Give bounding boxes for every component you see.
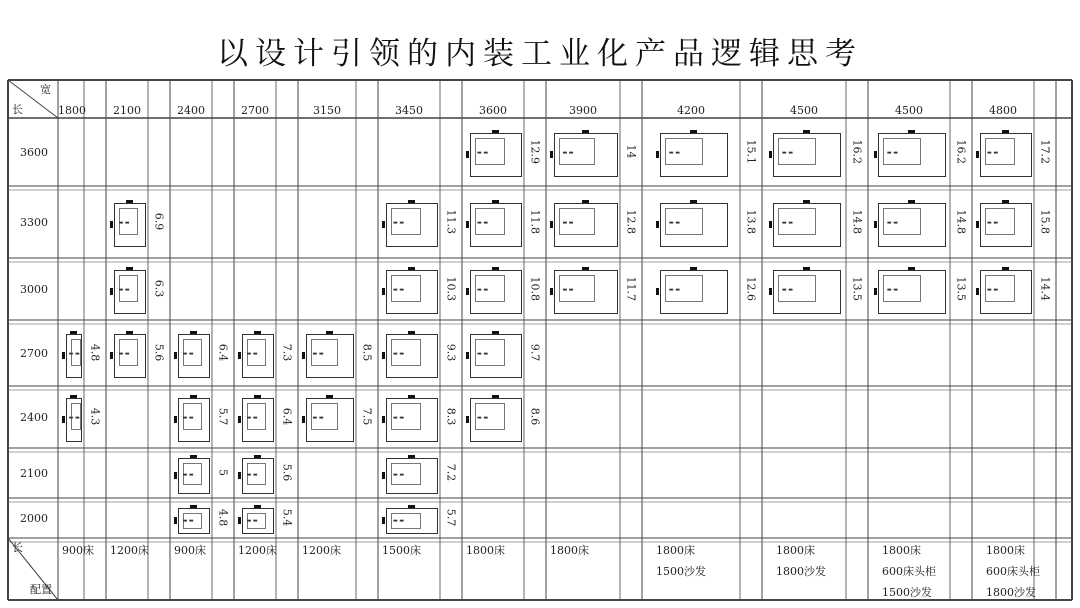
window-mark <box>550 288 553 295</box>
area-value: 5.6 <box>280 463 294 482</box>
door-mark <box>408 395 415 398</box>
window-mark <box>550 151 553 158</box>
config-line: 1800床 <box>550 544 589 557</box>
window-mark <box>238 517 241 524</box>
room-plan <box>242 398 274 442</box>
area-value: 6.4 <box>280 407 294 426</box>
window-mark <box>550 221 553 228</box>
room-plan <box>554 270 618 314</box>
room-tag: ▬ ▬ <box>781 286 793 293</box>
room-tag: ▬ ▬ <box>393 518 405 525</box>
config-line: 1800床 <box>656 544 695 557</box>
width-header: 3450 <box>395 104 423 117</box>
area-value: 9.3 <box>444 343 458 362</box>
room-plan <box>470 334 522 378</box>
door-mark <box>1002 130 1009 133</box>
length-header: 2000 <box>20 512 48 525</box>
door-mark <box>908 267 915 270</box>
window-mark <box>874 288 877 295</box>
room-tag: ▬ ▬ <box>987 219 999 226</box>
door-mark <box>803 200 810 203</box>
window-mark <box>238 416 241 423</box>
window-mark <box>382 517 385 524</box>
window-mark <box>174 416 177 423</box>
config-line: 600床头柜 <box>882 565 936 578</box>
area-value: 11.7 <box>624 276 638 301</box>
window-mark <box>110 352 113 359</box>
room-tag: ▬ ▬ <box>562 286 574 293</box>
width-header: 2100 <box>113 104 141 117</box>
room-tag: ▬ ▬ <box>246 350 258 357</box>
door-mark <box>126 200 133 203</box>
config-cell <box>656 540 706 582</box>
room-plan <box>470 133 522 177</box>
room-plan <box>878 203 946 247</box>
config-cell <box>238 540 277 561</box>
area-value: 13.8 <box>744 209 758 234</box>
area-value: 11.3 <box>444 209 458 234</box>
room-plan <box>386 334 438 378</box>
width-header: 2400 <box>177 104 205 117</box>
room-plan <box>386 458 438 494</box>
width-header: 2700 <box>241 104 269 117</box>
config-cell <box>174 540 206 561</box>
door-mark <box>408 455 415 458</box>
area-value: 7.5 <box>360 407 374 426</box>
window-mark <box>382 352 385 359</box>
room-tag: ▬ ▬ <box>477 286 489 293</box>
room-tag: ▬ ▬ <box>987 149 999 156</box>
window-mark <box>976 151 979 158</box>
door-mark <box>690 130 697 133</box>
room-tag: ▬ ▬ <box>312 414 324 421</box>
room-plan <box>554 133 618 177</box>
window-mark <box>656 221 659 228</box>
area-value: 14 <box>624 144 638 159</box>
config-cell <box>382 540 421 561</box>
room-plan <box>878 133 946 177</box>
door-mark <box>254 455 261 458</box>
room-plan <box>773 203 841 247</box>
door-mark <box>408 331 415 334</box>
window-mark <box>174 352 177 359</box>
length-header: 3300 <box>20 216 48 229</box>
room-tag: ▬ ▬ <box>68 414 80 421</box>
width-header: 4200 <box>677 104 705 117</box>
door-mark <box>582 130 589 133</box>
room-tag: ▬ ▬ <box>393 350 405 357</box>
door-mark <box>190 331 197 334</box>
area-value: 7.2 <box>444 463 458 482</box>
room-plan <box>470 398 522 442</box>
config-cell <box>550 540 589 561</box>
window-mark <box>466 151 469 158</box>
room-plan <box>306 334 354 378</box>
area-value: 7.3 <box>280 343 294 362</box>
room-tag: ▬ ▬ <box>182 471 194 478</box>
length-header: 2100 <box>20 467 48 480</box>
window-mark <box>466 221 469 228</box>
room-tag: ▬ ▬ <box>118 350 130 357</box>
length-header: 3000 <box>20 283 48 296</box>
area-value: 5.7 <box>216 407 230 426</box>
room-plan <box>178 508 210 534</box>
door-mark <box>190 455 197 458</box>
door-mark <box>1002 200 1009 203</box>
door-mark <box>70 331 77 334</box>
door-mark <box>492 200 499 203</box>
door-mark <box>70 395 77 398</box>
door-mark <box>326 331 333 334</box>
door-mark <box>803 267 810 270</box>
config-line: 1200床 <box>110 544 149 557</box>
config-cell <box>466 540 505 561</box>
room-tag: ▬ ▬ <box>246 471 258 478</box>
config-line: 1800床 <box>466 544 505 557</box>
room-tag: ▬ ▬ <box>987 286 999 293</box>
area-value: 12.9 <box>528 139 542 164</box>
door-mark <box>582 200 589 203</box>
window-mark <box>174 472 177 479</box>
config-line: 600床头柜 <box>986 565 1040 578</box>
room-tag: ▬ ▬ <box>781 219 793 226</box>
area-value: 15.8 <box>1038 209 1052 234</box>
area-value: 6.3 <box>152 279 166 298</box>
room-tag: ▬ ▬ <box>477 149 489 156</box>
config-line: 1800床 <box>882 544 921 557</box>
room-plan <box>386 203 438 247</box>
config-cell <box>776 540 826 582</box>
door-mark <box>582 267 589 270</box>
area-value: 6.9 <box>152 212 166 231</box>
area-value: 16.2 <box>850 139 864 164</box>
room-plan <box>386 270 438 314</box>
width-header: 3150 <box>313 104 341 117</box>
room-tag: ▬ ▬ <box>477 219 489 226</box>
footer-length-label: 长 <box>12 541 23 554</box>
door-mark <box>326 395 333 398</box>
window-mark <box>382 416 385 423</box>
config-line: 1500沙发 <box>882 586 932 599</box>
room-plan <box>386 398 438 442</box>
window-mark <box>382 472 385 479</box>
area-value: 9.7 <box>528 343 542 362</box>
room-tag: ▬ ▬ <box>393 286 405 293</box>
area-value: 11.8 <box>528 209 542 234</box>
area-value: 13.5 <box>954 276 968 301</box>
area-value: 15.1 <box>744 139 758 164</box>
room-tag: ▬ ▬ <box>118 286 130 293</box>
area-value: 14.8 <box>850 209 864 234</box>
config-line: 1500床 <box>382 544 421 557</box>
door-mark <box>190 505 197 508</box>
config-line: 900床 <box>174 544 206 557</box>
config-cell <box>302 540 341 561</box>
room-plan <box>660 133 728 177</box>
room-tag: ▬ ▬ <box>562 149 574 156</box>
door-mark <box>254 395 261 398</box>
room-plan <box>878 270 946 314</box>
window-mark <box>382 221 385 228</box>
area-value: 8.6 <box>528 407 542 426</box>
door-mark <box>126 267 133 270</box>
window-mark <box>238 472 241 479</box>
door-mark <box>408 200 415 203</box>
config-cell <box>110 540 149 561</box>
area-value: 14.4 <box>1038 276 1052 301</box>
window-mark <box>656 288 659 295</box>
window-mark <box>976 288 979 295</box>
width-header: 3600 <box>479 104 507 117</box>
room-tag: ▬ ▬ <box>562 219 574 226</box>
config-line: 1200床 <box>302 544 341 557</box>
area-value: 8.3 <box>444 407 458 426</box>
room-tag: ▬ ▬ <box>182 518 194 525</box>
window-mark <box>382 288 385 295</box>
window-mark <box>110 288 113 295</box>
room-plan <box>980 203 1032 247</box>
window-mark <box>874 221 877 228</box>
width-header: 4500 <box>895 104 923 117</box>
room-tag: ▬ ▬ <box>182 414 194 421</box>
area-value: 10.3 <box>444 276 458 301</box>
room-tag: ▬ ▬ <box>393 219 405 226</box>
room-plan <box>306 398 354 442</box>
width-header: 1800 <box>58 104 86 117</box>
config-line: 1500沙发 <box>656 565 706 578</box>
config-line: 1800床 <box>986 544 1025 557</box>
room-plan <box>660 270 728 314</box>
room-tag: ▬ ▬ <box>886 149 898 156</box>
area-value: 17.2 <box>1038 139 1052 164</box>
area-value: 4.8 <box>88 343 102 362</box>
room-tag: ▬ ▬ <box>393 471 405 478</box>
window-mark <box>976 221 979 228</box>
area-value: 12.6 <box>744 276 758 301</box>
window-mark <box>769 221 772 228</box>
area-value: 4.8 <box>216 508 230 527</box>
corner-length-label: 长 <box>12 103 23 116</box>
config-line: 900床 <box>62 544 94 557</box>
room-tag: ▬ ▬ <box>668 219 680 226</box>
door-mark <box>492 331 499 334</box>
door-mark <box>254 331 261 334</box>
config-line: 1800沙发 <box>776 565 826 578</box>
room-plan <box>470 203 522 247</box>
area-value: 5 <box>216 469 230 476</box>
door-mark <box>492 395 499 398</box>
room-plan <box>660 203 728 247</box>
room-tag: ▬ ▬ <box>477 414 489 421</box>
room-tag: ▬ ▬ <box>668 286 680 293</box>
room-plan <box>242 458 274 494</box>
window-mark <box>174 517 177 524</box>
area-value: 12.8 <box>624 209 638 234</box>
config-cell <box>882 540 936 603</box>
room-tag: ▬ ▬ <box>781 149 793 156</box>
door-mark <box>254 505 261 508</box>
room-tag: ▬ ▬ <box>668 149 680 156</box>
room-plan <box>178 398 210 442</box>
area-value: 10.8 <box>528 276 542 301</box>
room-tag: ▬ ▬ <box>886 286 898 293</box>
room-plan <box>773 133 841 177</box>
width-header: 4500 <box>790 104 818 117</box>
room-tag: ▬ ▬ <box>477 350 489 357</box>
length-header: 2700 <box>20 347 48 360</box>
length-header: 3600 <box>20 146 48 159</box>
area-value: 6.4 <box>216 343 230 362</box>
config-cell <box>986 540 1040 603</box>
door-mark <box>690 267 697 270</box>
area-value: 13.5 <box>850 276 864 301</box>
area-value: 16.2 <box>954 139 968 164</box>
room-plan <box>66 398 82 442</box>
area-value: 5.7 <box>444 508 458 527</box>
width-header: 4800 <box>989 104 1017 117</box>
room-plan <box>114 334 146 378</box>
window-mark <box>769 151 772 158</box>
room-plan <box>470 270 522 314</box>
page-title: 以设计引领的内装工业化产品逻辑思考 <box>217 36 863 72</box>
length-header: 2400 <box>20 411 48 424</box>
window-mark <box>302 416 305 423</box>
room-plan <box>178 334 210 378</box>
area-value: 5.6 <box>152 343 166 362</box>
room-plan <box>114 270 146 314</box>
room-plan <box>554 203 618 247</box>
door-mark <box>190 395 197 398</box>
window-mark <box>62 416 65 423</box>
room-tag: ▬ ▬ <box>393 414 405 421</box>
room-plan <box>980 133 1032 177</box>
footer-config-label: 配置 <box>30 583 52 596</box>
window-mark <box>302 352 305 359</box>
room-tag: ▬ ▬ <box>68 350 80 357</box>
room-plan <box>66 334 82 378</box>
window-mark <box>874 151 877 158</box>
door-mark <box>126 331 133 334</box>
window-mark <box>656 151 659 158</box>
config-cell <box>62 540 94 561</box>
door-mark <box>408 267 415 270</box>
window-mark <box>238 352 241 359</box>
room-plan <box>242 334 274 378</box>
area-value: 8.5 <box>360 343 374 362</box>
config-line: 1800床 <box>776 544 815 557</box>
window-mark <box>110 221 113 228</box>
config-line: 1800沙发 <box>986 586 1036 599</box>
room-plan <box>773 270 841 314</box>
room-plan <box>114 203 146 247</box>
door-mark <box>492 267 499 270</box>
door-mark <box>908 200 915 203</box>
window-mark <box>466 416 469 423</box>
room-plan <box>178 458 210 494</box>
room-tag: ▬ ▬ <box>312 350 324 357</box>
area-value: 14.8 <box>954 209 968 234</box>
width-header: 3900 <box>569 104 597 117</box>
corner-width-label: 宽 <box>40 83 51 96</box>
room-tag: ▬ ▬ <box>118 219 130 226</box>
room-plan <box>242 508 274 534</box>
room-tag: ▬ ▬ <box>182 350 194 357</box>
window-mark <box>466 288 469 295</box>
room-tag: ▬ ▬ <box>886 219 898 226</box>
room-plan <box>980 270 1032 314</box>
window-mark <box>466 352 469 359</box>
door-mark <box>1002 267 1009 270</box>
door-mark <box>492 130 499 133</box>
room-tag: ▬ ▬ <box>246 518 258 525</box>
door-mark <box>908 130 915 133</box>
door-mark <box>690 200 697 203</box>
window-mark <box>62 352 65 359</box>
area-value: 4.3 <box>88 407 102 426</box>
room-tag: ▬ ▬ <box>246 414 258 421</box>
room-plan <box>386 508 438 534</box>
config-line: 1200床 <box>238 544 277 557</box>
area-value: 5.4 <box>280 508 294 527</box>
window-mark <box>769 288 772 295</box>
door-mark <box>408 505 415 508</box>
door-mark <box>803 130 810 133</box>
